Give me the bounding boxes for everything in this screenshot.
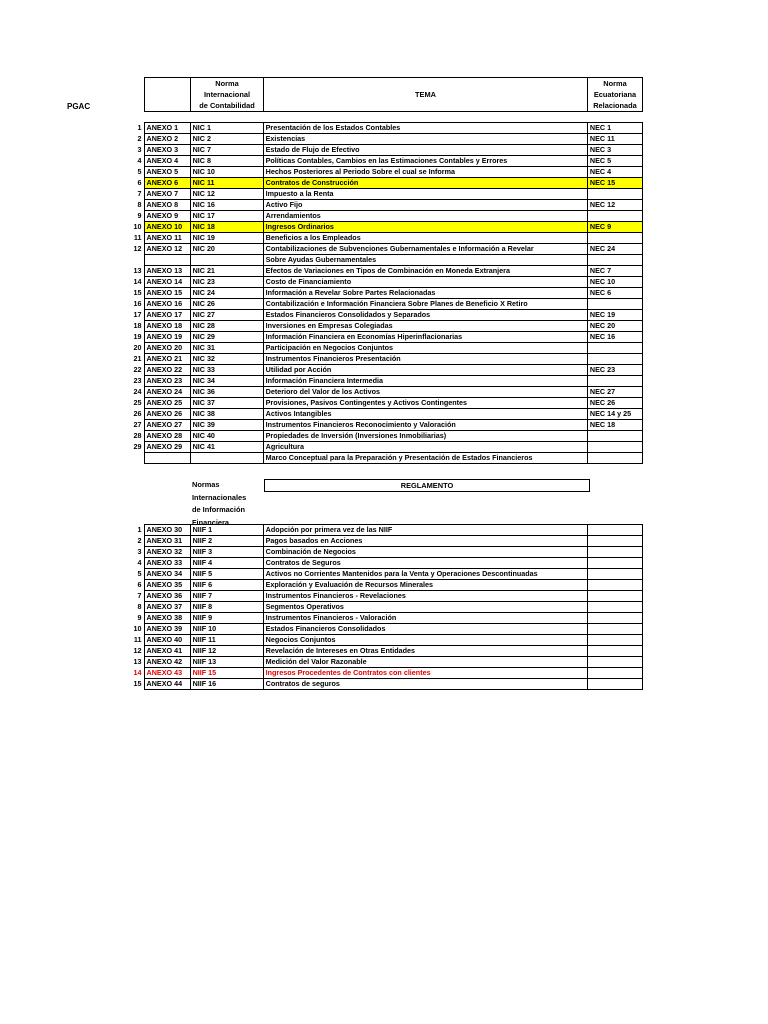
norma-cell: NIIF 2 [190, 536, 263, 547]
tema-cell: Instrumentos Financieros - Revelaciones [263, 591, 587, 602]
tema-cell: Negocios Conjuntos [263, 635, 587, 646]
norma-cell: NIIF 12 [190, 646, 263, 657]
nec-cell [587, 442, 642, 453]
nec-cell: NEC 27 [587, 387, 642, 398]
row-number: 8 [104, 602, 144, 613]
nec-cell: NEC 11 [587, 134, 642, 145]
norma-cell: NIIF 1 [190, 525, 263, 536]
table-row [104, 613, 643, 624]
nec-cell [587, 635, 642, 646]
row-number: 26 [104, 409, 144, 420]
row-number: 10 [104, 624, 144, 635]
nec-cell [587, 624, 642, 635]
tema-cell: Arrendamientos [263, 211, 587, 222]
table-row [104, 525, 643, 536]
header-line: Ecuatoriana [593, 90, 637, 99]
anexo-cell: ANEXO 36 [144, 591, 190, 602]
anexo-cell: ANEXO 14 [144, 277, 190, 288]
table-row [104, 310, 643, 321]
reglamento-header: REGLAMENTO [264, 479, 590, 492]
norma-cell: NIC 17 [190, 211, 263, 222]
anexo-cell: ANEXO 21 [144, 354, 190, 365]
nec-cell: NEC 1 [587, 123, 642, 134]
tema-cell: Existencias [263, 134, 587, 145]
tema-cell: Provisiones, Pasivos Contingentes y Activos Contingentes [263, 398, 587, 409]
tema-cell: Instrumentos Financieros Reconocimiento y Valoración [263, 420, 587, 431]
table-row [104, 123, 643, 134]
nec-cell [587, 211, 642, 222]
table-row [104, 354, 643, 365]
table-row [104, 409, 643, 420]
nec-cell [587, 591, 642, 602]
norma-cell: NIC 33 [190, 365, 263, 376]
norma-cell: NIC 32 [190, 354, 263, 365]
anexo-cell: ANEXO 39 [144, 624, 190, 635]
tema-cell: Medición del Valor Razonable [263, 657, 587, 668]
table-row [104, 255, 643, 266]
row-number: 10 [104, 222, 144, 233]
table-row [104, 591, 643, 602]
norma-cell: NIC 40 [190, 431, 263, 442]
row-number: 3 [104, 145, 144, 156]
pgac-label: PGAC [67, 102, 91, 111]
table-row [104, 453, 643, 464]
tema-cell: Beneficios a los Empleados [263, 233, 587, 244]
tema-cell: Contratos de Construcción [263, 178, 587, 189]
table-row [104, 178, 643, 189]
norma-cell: NIC 39 [190, 420, 263, 431]
nic-table [104, 122, 643, 464]
row-number: 5 [104, 167, 144, 178]
row-number: 12 [104, 244, 144, 255]
table-row [104, 167, 643, 178]
header-bottom-line [144, 111, 643, 112]
niif-table [104, 524, 643, 690]
tema-cell: Políticas Contables, Cambios en las Estimaciones Contables y Errores [263, 156, 587, 167]
anexo-cell: ANEXO 23 [144, 376, 190, 387]
row-number: 25 [104, 398, 144, 409]
norma-cell: NIC 18 [190, 222, 263, 233]
niif-table-body [104, 525, 643, 690]
row-number: 16 [104, 299, 144, 310]
anexo-cell: ANEXO 37 [144, 602, 190, 613]
tema-cell: Agricultura [263, 442, 587, 453]
table-row [104, 547, 643, 558]
norma-cell: NIC 31 [190, 343, 263, 354]
norma-cell: NIC 27 [190, 310, 263, 321]
nec-cell: NEC 3 [587, 145, 642, 156]
table-row [104, 580, 643, 591]
nec-cell: NEC 19 [587, 310, 642, 321]
header-line: Normas [192, 480, 220, 489]
norma-cell: NIC 12 [190, 189, 263, 200]
row-number: 4 [104, 156, 144, 167]
nec-cell [587, 431, 642, 442]
norma-cell [190, 453, 263, 464]
tema-cell: Propiedades de Inversión (Inversiones Inmobiliarias) [263, 431, 587, 442]
nec-cell [587, 536, 642, 547]
header-divider-1 [144, 77, 145, 112]
tema-cell: Contratos de seguros [263, 679, 587, 690]
nec-cell [587, 580, 642, 591]
table-row [104, 145, 643, 156]
norma-cell: NIC 1 [190, 123, 263, 134]
norma-cell: NIC 29 [190, 332, 263, 343]
nec-cell [587, 354, 642, 365]
header-line: Internacionales [192, 492, 247, 502]
anexo-cell: ANEXO 5 [144, 167, 190, 178]
table-row [104, 189, 643, 200]
nec-cell: NEC 23 [587, 365, 642, 376]
anexo-cell: ANEXO 26 [144, 409, 190, 420]
row-number: 15 [104, 288, 144, 299]
row-number: 2 [104, 134, 144, 145]
norma-cell: NIIF 4 [190, 558, 263, 569]
row-number: 13 [104, 657, 144, 668]
nec-cell [587, 646, 642, 657]
header-line: Internacional [204, 90, 250, 99]
tema-cell: Activos no Corrientes Mantenidos para la Venta y Operaciones Descontinuadas [263, 569, 587, 580]
anexo-cell: ANEXO 31 [144, 536, 190, 547]
row-number [104, 453, 144, 464]
norma-cell: NIC 20 [190, 244, 263, 255]
anexo-cell: ANEXO 15 [144, 288, 190, 299]
tema-cell: Contabilizaciones de Subvenciones Gubernamentales e Información a Revelar [263, 244, 587, 255]
nec-cell: NEC 20 [587, 321, 642, 332]
row-number: 14 [104, 668, 144, 679]
anexo-cell [144, 255, 190, 266]
table-row [104, 602, 643, 613]
table-row [104, 299, 643, 310]
nec-cell [587, 613, 642, 624]
header-norma-ecuatoriana [588, 78, 642, 111]
header-line: Financiera [192, 517, 229, 527]
table-row [104, 244, 643, 255]
row-number: 18 [104, 321, 144, 332]
tema-cell: Adopción por primera vez de las NIIF [263, 525, 587, 536]
table-row [104, 668, 643, 679]
nec-cell [587, 299, 642, 310]
anexo-cell: ANEXO 32 [144, 547, 190, 558]
table-row [104, 398, 643, 409]
anexo-cell: ANEXO 13 [144, 266, 190, 277]
table-row [104, 343, 643, 354]
tema-cell: Contratos de Seguros [263, 558, 587, 569]
norma-cell: NIC 19 [190, 233, 263, 244]
row-number: 23 [104, 376, 144, 387]
row-number: 1 [104, 123, 144, 134]
nic-table-body [104, 123, 643, 464]
table-row [104, 679, 643, 690]
row-number: 17 [104, 310, 144, 321]
norma-cell [190, 255, 263, 266]
norma-cell: NIIF 7 [190, 591, 263, 602]
table-row [104, 635, 643, 646]
table-row [104, 624, 643, 635]
norma-cell: NIC 41 [190, 442, 263, 453]
norma-cell: NIC 7 [190, 145, 263, 156]
table-row [104, 222, 643, 233]
nec-cell: NEC 5 [587, 156, 642, 167]
anexo-cell: ANEXO 4 [144, 156, 190, 167]
row-number: 9 [104, 211, 144, 222]
row-number: 11 [104, 233, 144, 244]
anexo-cell: ANEXO 33 [144, 558, 190, 569]
header-line: Relacionada [593, 101, 637, 110]
nec-cell [587, 233, 642, 244]
nec-cell [587, 657, 642, 668]
row-number: 11 [104, 635, 144, 646]
anexo-cell: ANEXO 20 [144, 343, 190, 354]
table-row [104, 288, 643, 299]
nec-cell: NEC 9 [587, 222, 642, 233]
tema-cell: Deterioro del Valor de los Activos [263, 387, 587, 398]
tema-cell: Activo Fijo [263, 200, 587, 211]
tema-cell: Hechos Posteriores al Periodo Sobre el cual se Informa [263, 167, 587, 178]
tema-cell: Activos Intangibles [263, 409, 587, 420]
table-row [104, 200, 643, 211]
table-row [104, 420, 643, 431]
table-row [104, 387, 643, 398]
anexo-cell: ANEXO 8 [144, 200, 190, 211]
nec-cell [587, 679, 642, 690]
anexo-cell: ANEXO 17 [144, 310, 190, 321]
table-row [104, 558, 643, 569]
niif-header [192, 479, 262, 529]
nec-cell: NEC 12 [587, 200, 642, 211]
nec-cell [587, 255, 642, 266]
anexo-cell: ANEXO 30 [144, 525, 190, 536]
row-number: 9 [104, 613, 144, 624]
tema-cell: Ingresos Procedentes de Contratos con clientes [263, 668, 587, 679]
norma-cell: NIIF 8 [190, 602, 263, 613]
tema-cell: Instrumentos Financieros Presentación [263, 354, 587, 365]
norma-cell: NIC 38 [190, 409, 263, 420]
tema-cell: Ingresos Ordinarios [263, 222, 587, 233]
table-row [104, 569, 643, 580]
row-number: 4 [104, 558, 144, 569]
tema-cell: Impuesto a la Renta [263, 189, 587, 200]
nec-cell: NEC 7 [587, 266, 642, 277]
row-number: 21 [104, 354, 144, 365]
anexo-cell: ANEXO 27 [144, 420, 190, 431]
anexo-cell: ANEXO 28 [144, 431, 190, 442]
table-row [104, 536, 643, 547]
tema-cell: Información a Revelar Sobre Partes Relacionadas [263, 288, 587, 299]
row-number: 7 [104, 189, 144, 200]
nec-cell: NEC 24 [587, 244, 642, 255]
row-number: 14 [104, 277, 144, 288]
nec-cell [587, 668, 642, 679]
table-row [104, 376, 643, 387]
anexo-cell: ANEXO 18 [144, 321, 190, 332]
norma-cell: NIC 11 [190, 178, 263, 189]
anexo-cell: ANEXO 12 [144, 244, 190, 255]
row-number: 2 [104, 536, 144, 547]
row-number: 8 [104, 200, 144, 211]
anexo-cell: ANEXO 38 [144, 613, 190, 624]
tema-cell: Estados Financieros Consolidados [263, 624, 587, 635]
anexo-cell: ANEXO 1 [144, 123, 190, 134]
tema-cell: Exploración y Evaluación de Recursos Minerales [263, 580, 587, 591]
anexo-cell [144, 453, 190, 464]
norma-cell: NIC 26 [190, 299, 263, 310]
header-line: de Información [192, 505, 245, 514]
norma-cell: NIC 16 [190, 200, 263, 211]
anexo-cell: ANEXO 9 [144, 211, 190, 222]
anexo-cell: ANEXO 11 [144, 233, 190, 244]
nec-cell [587, 343, 642, 354]
nec-cell: NEC 26 [587, 398, 642, 409]
row-number: 27 [104, 420, 144, 431]
nec-cell [587, 569, 642, 580]
anexo-cell: ANEXO 40 [144, 635, 190, 646]
norma-cell: NIC 34 [190, 376, 263, 387]
anexo-cell: ANEXO 42 [144, 657, 190, 668]
table-row [104, 321, 643, 332]
row-number: 29 [104, 442, 144, 453]
nec-cell: NEC 18 [587, 420, 642, 431]
anexo-cell: ANEXO 24 [144, 387, 190, 398]
nec-cell [587, 525, 642, 536]
tema-cell: Marco Conceptual para la Preparación y Presentación de Estados Financieros [263, 453, 587, 464]
norma-cell: NIC 21 [190, 266, 263, 277]
anexo-cell: ANEXO 3 [144, 145, 190, 156]
norma-cell: NIIF 11 [190, 635, 263, 646]
norma-cell: NIIF 5 [190, 569, 263, 580]
nec-cell [587, 602, 642, 613]
row-number: 6 [104, 178, 144, 189]
norma-cell: NIIF 15 [190, 668, 263, 679]
nec-cell [587, 376, 642, 387]
header-line: de Contabilidad [199, 101, 255, 110]
norma-cell: NIC 24 [190, 288, 263, 299]
nec-cell: NEC 6 [587, 288, 642, 299]
nec-cell: NEC 15 [587, 178, 642, 189]
nec-cell: NEC 16 [587, 332, 642, 343]
tema-cell: Combinación de Negocios [263, 547, 587, 558]
anexo-cell: ANEXO 35 [144, 580, 190, 591]
tema-cell: Segmentos Operativos [263, 602, 587, 613]
tema-cell: Participación en Negocios Conjuntos [263, 343, 587, 354]
tema-cell: Sobre Ayudas Gubernamentales [263, 255, 587, 266]
tema-cell: Revelación de Intereses en Otras Entidades [263, 646, 587, 657]
row-number: 1 [104, 525, 144, 536]
nec-cell [587, 558, 642, 569]
tema-cell: Costo de Financiamiento [263, 277, 587, 288]
table-row [104, 233, 643, 244]
header-tema: TEMA [415, 90, 436, 99]
table-row [104, 134, 643, 145]
tema-cell: Información Financiera Intermedia [263, 376, 587, 387]
tema-cell: Contabilización e Información Financiera Sobre Planes de Beneficio X Retiro [263, 299, 587, 310]
table-row [104, 657, 643, 668]
norma-cell: NIC 36 [190, 387, 263, 398]
anexo-cell: ANEXO 10 [144, 222, 190, 233]
row-number: 24 [104, 387, 144, 398]
tema-cell: Presentación de los Estados Contables [263, 123, 587, 134]
anexo-cell: ANEXO 43 [144, 668, 190, 679]
anexo-cell: ANEXO 2 [144, 134, 190, 145]
table-row [104, 277, 643, 288]
row-number: 12 [104, 646, 144, 657]
norma-cell: NIC 10 [190, 167, 263, 178]
anexo-cell: ANEXO 7 [144, 189, 190, 200]
row-number [104, 255, 144, 266]
nec-cell: NEC 4 [587, 167, 642, 178]
anexo-cell: ANEXO 34 [144, 569, 190, 580]
table-row [104, 646, 643, 657]
tema-cell: Instrumentos Financieros - Valoración [263, 613, 587, 624]
tema-cell: Información Financiera en Economías Hiperinflacionarias [263, 332, 587, 343]
tema-cell: Pagos basados en Acciones [263, 536, 587, 547]
table-row [104, 156, 643, 167]
row-number: 28 [104, 431, 144, 442]
anexo-cell: ANEXO 29 [144, 442, 190, 453]
norma-cell: NIIF 13 [190, 657, 263, 668]
anexo-cell: ANEXO 41 [144, 646, 190, 657]
tema-cell: Estado de Flujo de Efectivo [263, 145, 587, 156]
tema-cell: Efectos de Variaciones en Tipos de Combinación en Moneda Extranjera [263, 266, 587, 277]
row-number: 20 [104, 343, 144, 354]
row-number: 13 [104, 266, 144, 277]
norma-cell: NIC 37 [190, 398, 263, 409]
row-number: 15 [104, 679, 144, 690]
norma-cell: NIIF 10 [190, 624, 263, 635]
anexo-cell: ANEXO 19 [144, 332, 190, 343]
anexo-cell: ANEXO 25 [144, 398, 190, 409]
header-line: Norma [215, 79, 239, 88]
nec-cell: NEC 10 [587, 277, 642, 288]
header-norma-internacional [191, 78, 263, 111]
table-row [104, 365, 643, 376]
table-row [104, 442, 643, 453]
table-row [104, 266, 643, 277]
norma-cell: NIC 8 [190, 156, 263, 167]
norma-cell: NIC 2 [190, 134, 263, 145]
nec-cell [587, 453, 642, 464]
row-number: 3 [104, 547, 144, 558]
tema-cell: Estados Financieros Consolidados y Separados [263, 310, 587, 321]
norma-cell: NIC 23 [190, 277, 263, 288]
norma-cell: NIIF 9 [190, 613, 263, 624]
tema-cell: Inversiones en Empresas Colegiadas [263, 321, 587, 332]
header-divider-5 [642, 77, 643, 112]
norma-cell: NIIF 16 [190, 679, 263, 690]
table-row [104, 332, 643, 343]
anexo-cell: ANEXO 22 [144, 365, 190, 376]
tema-cell: Utilidad por Acción [263, 365, 587, 376]
norma-cell: NIC 28 [190, 321, 263, 332]
row-number: 22 [104, 365, 144, 376]
anexo-cell: ANEXO 44 [144, 679, 190, 690]
header-line: Norma [603, 79, 627, 88]
anexo-cell: ANEXO 16 [144, 299, 190, 310]
row-number: 5 [104, 569, 144, 580]
table-row [104, 431, 643, 442]
nec-cell: NEC 14 y 25 [587, 409, 642, 420]
nec-cell [587, 547, 642, 558]
norma-cell: NIIF 3 [190, 547, 263, 558]
row-number: 6 [104, 580, 144, 591]
row-number: 7 [104, 591, 144, 602]
table-row [104, 211, 643, 222]
norma-cell: NIIF 6 [190, 580, 263, 591]
anexo-cell: ANEXO 6 [144, 178, 190, 189]
nec-cell [587, 189, 642, 200]
row-number: 19 [104, 332, 144, 343]
